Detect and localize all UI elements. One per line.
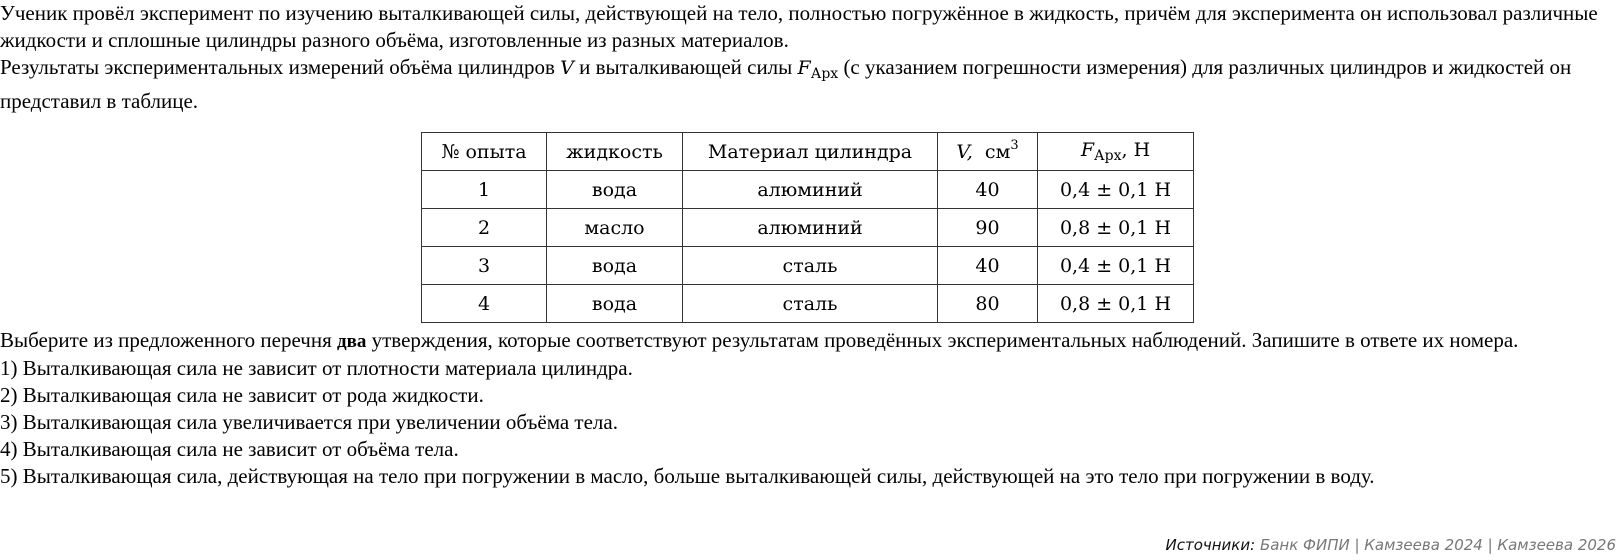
force-symbol: F xyxy=(797,57,811,79)
force-subscript: Арх xyxy=(810,66,839,82)
cell-volume: 40 xyxy=(938,247,1038,285)
volume-exponent: 3 xyxy=(1010,137,1019,153)
answer-option-4: 4) Выталкивающая сила не зависит от объёма тела. xyxy=(0,437,459,461)
table-row xyxy=(422,171,1194,209)
cell-force: 0,8 ± 0,1 Н xyxy=(1038,209,1194,247)
table-row xyxy=(422,247,1194,285)
force-var: F xyxy=(1080,139,1095,161)
cell-force: 0,4 ± 0,1 Н xyxy=(1038,171,1194,209)
header-experiment-number: № опыта xyxy=(422,133,547,171)
cell-force: 0,4 ± 0,1 Н xyxy=(1038,247,1194,285)
cell-material: алюминий xyxy=(683,209,938,247)
cell-liquid: вода xyxy=(547,247,683,285)
sources-label: Источники: xyxy=(1165,536,1256,554)
cell-num: 2 xyxy=(422,209,547,247)
cell-liquid: вода xyxy=(547,171,683,209)
problem-intro xyxy=(0,0,1610,115)
header-material: Материал цилиндра xyxy=(683,133,938,171)
intro-paragraph-2 xyxy=(0,54,1610,115)
results-table-container xyxy=(421,132,1194,323)
volume-variable: V xyxy=(560,57,574,79)
cell-material: сталь xyxy=(683,247,938,285)
cell-volume: 40 xyxy=(938,171,1038,209)
question-prompt xyxy=(0,327,1612,355)
volume-unit: см xyxy=(984,140,1011,163)
force-variable xyxy=(797,57,839,82)
table-row xyxy=(422,285,1194,323)
force-sub: Арх xyxy=(1094,148,1122,164)
header-volume xyxy=(938,133,1038,171)
header-liquid: жидкость xyxy=(547,133,683,171)
answer-option-1: 1) Выталкивающая сила не зависит от плотности материала цилиндра. xyxy=(0,356,633,380)
question-block xyxy=(0,327,1612,490)
prompt-emphasis: два xyxy=(336,331,367,352)
table-header-row xyxy=(422,133,1194,171)
table-row xyxy=(422,209,1194,247)
cell-material: сталь xyxy=(683,285,938,323)
answer-option-3: 3) Выталкивающая сила увеличивается при увеличении объёма тела. xyxy=(0,410,618,434)
cell-volume: 90 xyxy=(938,209,1038,247)
force-unit: , Н xyxy=(1121,139,1151,161)
cell-liquid: масло xyxy=(547,209,683,247)
prompt-text: утверждения, которые соответствуют результатам проведённых экспериментальных наблюдений. Запишите в ответе их номера. xyxy=(366,328,1519,352)
cell-liquid: вода xyxy=(547,285,683,323)
intro-text: (с указанием погрешности измерения) для различных цилиндров и жидкостей он представил в таблице. xyxy=(0,55,1572,113)
cell-num: 4 xyxy=(422,285,547,323)
intro-text: Результаты экспериментальных измерений объёма цилиндров xyxy=(0,55,561,79)
header-force xyxy=(1038,133,1194,171)
cell-material: алюминий xyxy=(683,171,938,209)
cell-num: 3 xyxy=(422,247,547,285)
answer-option-2: 2) Выталкивающая сила не зависит от рода жидкости. xyxy=(0,383,484,407)
sources-footer xyxy=(1165,536,1616,554)
answer-option-5: 5) Выталкивающая сила, действующая на тело при погружении в масло, больше выталкивающей силы, действующей на это тело при погружении в воду. xyxy=(0,464,1375,488)
sources-list: Банк ФИПИ | Камзеева 2024 | Камзеева 2026 xyxy=(1259,536,1616,554)
cell-num: 1 xyxy=(422,171,547,209)
intro-paragraph-1: Ученик провёл эксперимент по изучению выталкивающей силы, действующей на тело, полностью погружённое в жидкость, причём для эксперимента он использовал различные жидкости и сплошные цилиндры разного объёма, изготовленные из разных материалов. xyxy=(0,1,1598,52)
cell-force: 0,8 ± 0,1 Н xyxy=(1038,285,1194,323)
cell-volume: 80 xyxy=(938,285,1038,323)
results-table xyxy=(421,132,1194,323)
prompt-text: Выберите из предложенного перечня xyxy=(0,328,337,352)
volume-var: V, xyxy=(956,140,973,163)
intro-text: и выталкивающей силы xyxy=(573,55,798,79)
